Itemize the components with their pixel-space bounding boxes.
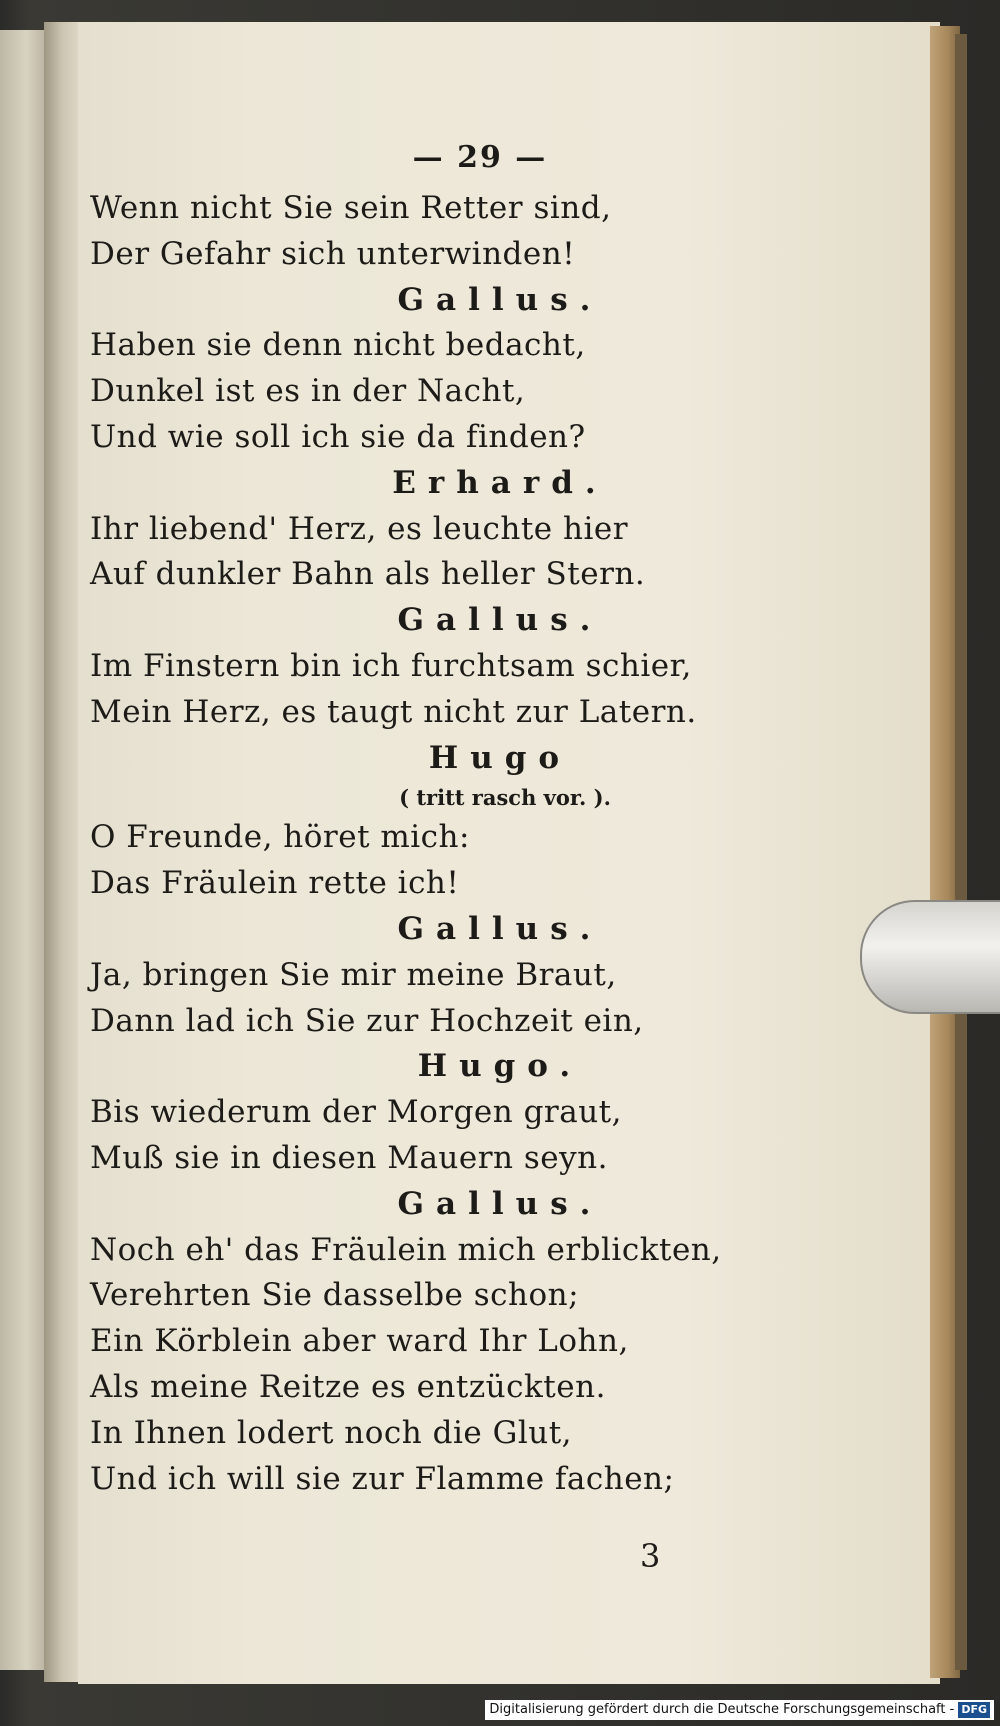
verse-lines	[90, 186, 850, 1502]
speaker-name: Hugo	[428, 739, 572, 776]
verse-line: Ja, bringen Sie mir meine Braut,	[90, 956, 617, 993]
verse-line: Dunkel ist es in der Nacht,	[90, 373, 526, 410]
verse-line: O Freunde, höret mich:	[90, 819, 470, 856]
verse-line: Muß sie in diesen Mauern seyn.	[90, 1139, 608, 1176]
verse-line: Und wie soll ich sie da finden?	[90, 418, 586, 455]
verse-line: Auf dunkler Bahn als heller Stern.	[90, 556, 646, 593]
verse-line: Haben sie denn nicht bedacht,	[90, 327, 586, 364]
page-number-header: — 29 —	[412, 140, 548, 175]
verse-line: Wenn nicht Sie sein Retter sind,	[90, 190, 612, 226]
dfg-logo: DFG	[958, 1702, 990, 1718]
verse-line: Und ich will sie zur Flamme fachen;	[90, 1460, 675, 1497]
speaker-name: Gallus.	[397, 910, 603, 947]
stage-direction: ( tritt rasch vor. ).	[399, 785, 611, 811]
verse-line: Der Gefahr sich unterwinden!	[90, 235, 576, 272]
signature-mark: 3	[640, 1537, 661, 1575]
page-text	[90, 130, 850, 1502]
verse-line: Dann lad ich Sie zur Hochzeit ein,	[90, 1002, 644, 1039]
facing-page-edge	[0, 30, 48, 1670]
page-holder-clip	[860, 900, 1000, 1014]
verse-line: Ihr liebend' Herz, es leuchte hier	[90, 510, 629, 547]
verse-line: Ein Körblein aber ward Ihr Lohn,	[90, 1323, 629, 1360]
verse-line: Das Fräulein rette ich!	[90, 865, 460, 902]
speaker-name: Hugo.	[417, 1048, 583, 1085]
credit-text: Digitalisierung gefördert durch die Deutsche Forschungsgemeinschaft -	[489, 1702, 955, 1717]
verse-line: In Ihnen lodert noch die Glut,	[90, 1414, 573, 1451]
verse-line: Verehrten Sie dasselbe schon;	[90, 1277, 580, 1314]
verse-line: Als meine Reitze es entzückten.	[90, 1368, 606, 1405]
verse-line: Noch eh' das Fräulein mich erblickten,	[90, 1231, 722, 1268]
book-cover-edge	[955, 34, 967, 1670]
speaker-name: Erhard.	[392, 464, 608, 501]
speaker-name: Gallus.	[397, 602, 603, 639]
verse-line: Im Finstern bin ich furchtsam schier,	[90, 647, 692, 684]
verse-line: Bis wiederum der Morgen graut,	[90, 1094, 622, 1131]
digitization-credit	[485, 1700, 994, 1720]
speaker-name: Gallus.	[397, 281, 603, 318]
verse-line: Mein Herz, es taugt nicht zur Latern.	[90, 693, 697, 730]
speaker-name: Gallus.	[397, 1185, 603, 1222]
